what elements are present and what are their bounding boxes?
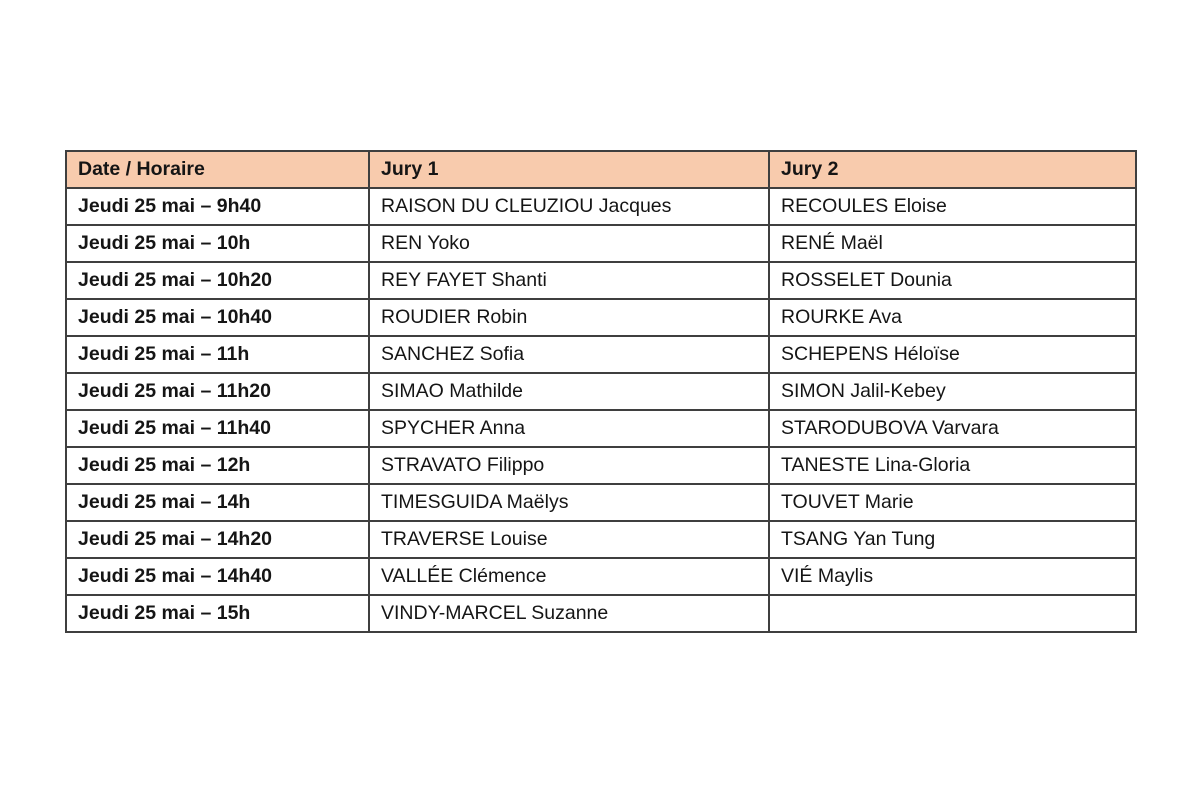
- jury1-cell: REY FAYET Shanti: [369, 262, 769, 299]
- header-row: [66, 151, 1136, 188]
- date-cell: Jeudi 25 mai – 15h: [66, 595, 369, 632]
- table-row: [66, 410, 1136, 447]
- table-body: [66, 188, 1136, 632]
- jury2-cell: SIMON Jalil-Kebey: [769, 373, 1136, 410]
- date-cell: Jeudi 25 mai – 11h40: [66, 410, 369, 447]
- jury1-cell: VALLÉE Clémence: [369, 558, 769, 595]
- header-cell-jury-2: Jury 2: [769, 151, 1136, 188]
- jury2-cell: SCHEPENS Héloïse: [769, 336, 1136, 373]
- jury2-cell: STARODUBOVA Varvara: [769, 410, 1136, 447]
- jury2-cell: [769, 595, 1136, 632]
- date-cell: Jeudi 25 mai – 10h40: [66, 299, 369, 336]
- jury1-cell: TIMESGUIDA Maëlys: [369, 484, 769, 521]
- table-row: [66, 299, 1136, 336]
- jury1-cell: REN Yoko: [369, 225, 769, 262]
- table-row: [66, 262, 1136, 299]
- date-cell: Jeudi 25 mai – 14h20: [66, 521, 369, 558]
- jury2-cell: RECOULES Eloise: [769, 188, 1136, 225]
- jury2-cell: ROSSELET Dounia: [769, 262, 1136, 299]
- table-row: [66, 558, 1136, 595]
- jury2-cell: RENÉ Maël: [769, 225, 1136, 262]
- jury1-cell: RAISON DU CLEUZIOU Jacques: [369, 188, 769, 225]
- schedule-table: [65, 150, 1137, 633]
- table-row: [66, 225, 1136, 262]
- date-cell: Jeudi 25 mai – 9h40: [66, 188, 369, 225]
- jury1-cell: STRAVATO Filippo: [369, 447, 769, 484]
- table-row: [66, 521, 1136, 558]
- jury1-cell: ROUDIER Robin: [369, 299, 769, 336]
- date-cell: Jeudi 25 mai – 10h: [66, 225, 369, 262]
- date-cell: Jeudi 25 mai – 11h20: [66, 373, 369, 410]
- jury1-cell: VINDY-MARCEL Suzanne: [369, 595, 769, 632]
- jury2-cell: VIÉ Maylis: [769, 558, 1136, 595]
- header-cell-date-horaire: Date / Horaire: [66, 151, 369, 188]
- table-row: [66, 188, 1136, 225]
- jury1-cell: SIMAO Mathilde: [369, 373, 769, 410]
- jury2-cell: TANESTE Lina-Gloria: [769, 447, 1136, 484]
- jury1-cell: TRAVERSE Louise: [369, 521, 769, 558]
- table-row: [66, 484, 1136, 521]
- jury1-cell: SANCHEZ Sofia: [369, 336, 769, 373]
- date-cell: Jeudi 25 mai – 14h: [66, 484, 369, 521]
- date-cell: Jeudi 25 mai – 12h: [66, 447, 369, 484]
- jury2-cell: TOUVET Marie: [769, 484, 1136, 521]
- jury2-cell: ROURKE Ava: [769, 299, 1136, 336]
- jury1-cell: SPYCHER Anna: [369, 410, 769, 447]
- table-row: [66, 373, 1136, 410]
- table-row: [66, 336, 1136, 373]
- date-cell: Jeudi 25 mai – 14h40: [66, 558, 369, 595]
- table-row: [66, 447, 1136, 484]
- jury2-cell: TSANG Yan Tung: [769, 521, 1136, 558]
- header-cell-jury-1: Jury 1: [369, 151, 769, 188]
- table-row: [66, 595, 1136, 632]
- date-cell: Jeudi 25 mai – 10h20: [66, 262, 369, 299]
- date-cell: Jeudi 25 mai – 11h: [66, 336, 369, 373]
